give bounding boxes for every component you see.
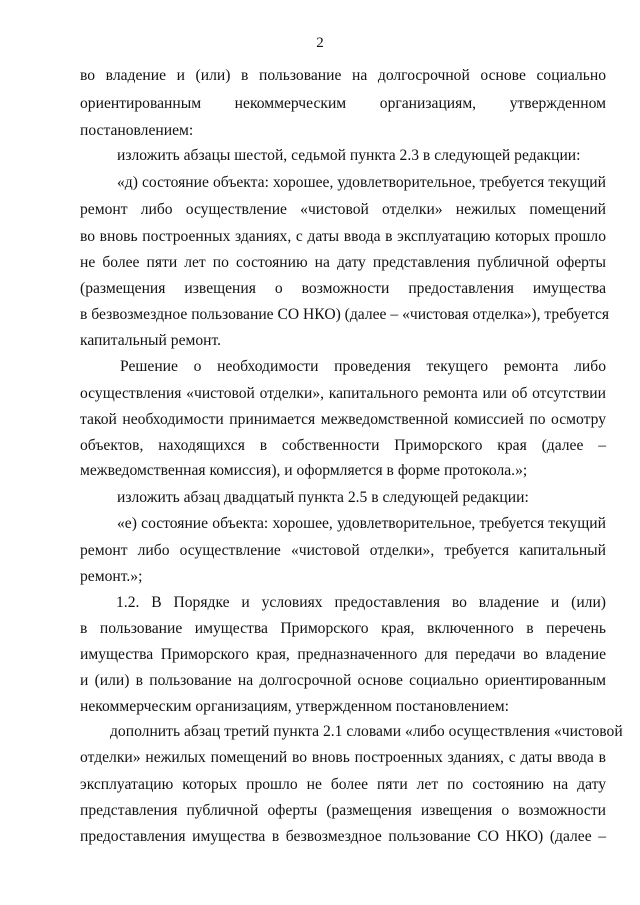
text-line: дополнить абзац третий пункта 2.1 словами «либо осуществления «чистовой	[110, 723, 623, 740]
text-line: имущества Приморского края, предназначенного для передачи во владение	[80, 646, 606, 663]
text-line: ремонт либо осуществление «чистовой отделки», требуется капитальный	[80, 542, 606, 559]
text-line: ремонт.»;	[80, 568, 143, 585]
text-line: ориентированным некоммерческим организациям, утвержденном	[80, 95, 606, 112]
text-line: объектов, находящихся в собственности Приморского края (далее –	[80, 437, 606, 454]
text-line: представления публичной оферты (размещения извещения о возможности	[80, 802, 606, 819]
text-line: некоммерческим организациям, утвержденном постановлением:	[80, 698, 509, 715]
text-line: во владение и (или) в пользование на долгосрочной основе социально	[80, 67, 606, 84]
text-line: «д) состояние объекта: хорошее, удовлетворительное, требуется текущий	[117, 174, 606, 191]
text-line: во вновь построенных зданиях, с даты ввода в эксплуатацию которых прошло	[80, 228, 606, 245]
text-line: в безвозмездное пользование СО НКО) (далее – «чистовая отделка»), требуется	[80, 306, 610, 323]
text-line: межведомственная комиссия), и оформляется в форме протокола.»;	[80, 462, 528, 479]
text-line: отделки» нежилых помещений во вновь построенных зданиях, с даты ввода в	[80, 749, 606, 766]
text-line: не более пяти лет по состоянию на дату представления публичной оферты	[80, 254, 606, 271]
text-line: предоставления имущества в безвозмездное пользование СО НКО) (далее –	[80, 828, 606, 845]
text-line: изложить абзацы шестой, седьмой пункта 2.3 в следующей редакции:	[117, 147, 581, 164]
text-line: Решение о необходимости проведения текущего ремонта либо	[120, 358, 606, 375]
text-line: постановлением:	[80, 122, 194, 139]
text-line: (размещения извещения о возможности предоставления имущества	[80, 280, 606, 297]
text-line: 1.2. В Порядке и условиях предоставления во владение и (или)	[116, 594, 606, 611]
text-line: и (или) в пользование на долгосрочной основе социально ориентированным	[80, 672, 606, 689]
text-line: изложить абзац двадцатый пункта 2.5 в следующей редакции:	[117, 489, 529, 506]
page-number: 2	[316, 35, 324, 51]
text-line: такой необходимости принимается межведомственной комиссией по осмотру	[80, 411, 606, 428]
text-line: «е) состояние объекта: хорошее, удовлетворительное, требуется текущий	[117, 515, 606, 532]
text-line: осуществления «чистовой отделки», капитального ремонта или об отсутствии	[80, 385, 606, 402]
text-line: капитальный ремонт.	[80, 332, 222, 349]
text-line: в пользование имущества Приморского края, включенного в перечень	[80, 620, 606, 637]
text-line: эксплуатацию которых прошло не более пяти лет по состоянию на дату	[80, 776, 606, 793]
text-line: ремонт либо осуществление «чистовой отделки» нежилых помещений	[80, 201, 606, 218]
